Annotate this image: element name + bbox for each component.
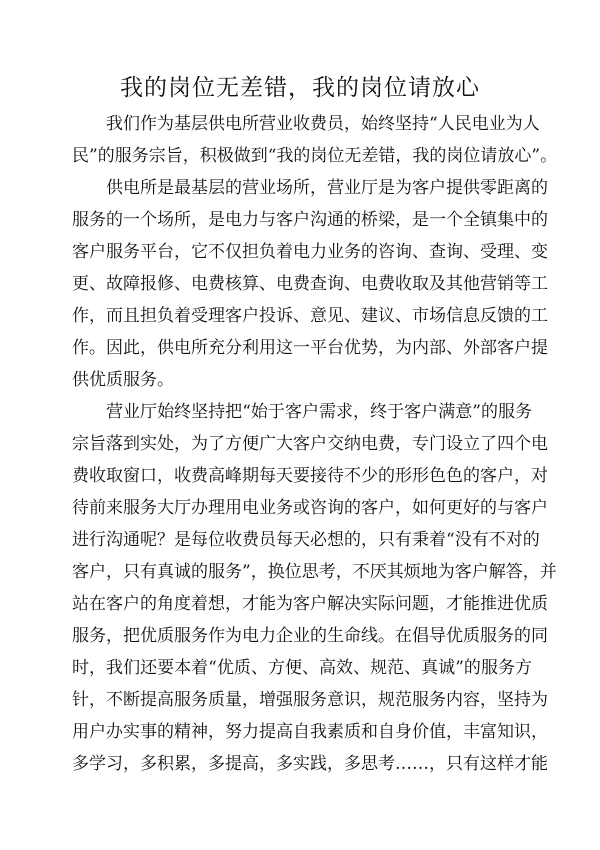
body-line: 客户服务平台，它不仅担负着电力业务的咨询、查询、受理、变	[72, 242, 548, 262]
body-line: 供电所是最基层的营业场所，营业厅是为客户提供零距离的	[106, 178, 548, 198]
body-line: 多学习，多积累，多提高，多实践，多思考……，只有这样才能	[72, 754, 548, 774]
body-line: 供优质服务。	[72, 370, 174, 390]
body-line: 待前来服务大厅办理用电业务或咨询的客户，如何更好的与客户	[72, 498, 548, 518]
body-line: 用户办实事的精神，努力提高自我素质和自身价值，丰富知识，	[72, 722, 548, 742]
body-line: 客户，只有真诚的服务”，换位思考，不厌其烦地为客户解答，并	[72, 562, 557, 582]
body-line: 针，不断提高服务质量，增强服务意识，规范服务内容，坚持为	[72, 690, 548, 710]
body-line: 更、故障报修、电费核算、电费查询、电费收取及其他营销等工	[72, 274, 548, 294]
body-line: 宗旨落到实处，为了方便广大客户交纳电费，专门设立了四个电	[72, 434, 548, 454]
body-line: 服务的一个场所，是电力与客户沟通的桥梁，是一个全镇集中的	[72, 210, 548, 230]
body-line: 进行沟通呢？是每位收费员每天必想的，只有秉着“没有不对的	[72, 530, 540, 550]
body-line: 时，我们还要本着“优质、方便、高效、规范、真诚”的服务方	[72, 658, 532, 678]
body-line: 民”的服务宗旨，积极做到“我的岗位无差错，我的岗位请放心”。	[72, 146, 558, 166]
body-line: 作，而且担负着受理客户投诉、意见、建议、市场信息反馈的工	[72, 306, 548, 326]
body-line: 服务，把优质服务作为电力企业的生命线。在倡导优质服务的同	[72, 626, 548, 646]
body-line: 营业厅始终坚持把“始于客户需求，终于客户满意”的服务	[106, 402, 532, 422]
page-title: 我的岗位无差错，我的岗位请放心	[120, 75, 480, 101]
body-line: 费收取窗口，收费高峰期每天要接待不少的形形色色的客户，对	[72, 466, 548, 486]
body-line: 站在客户的角度着想，才能为客户解决实际问题，才能推进优质	[72, 594, 548, 614]
body-line: 作。因此，供电所充分利用这一平台优势，为内部、外部客户提	[72, 338, 548, 358]
body-line: 我们作为基层供电所营业收费员，始终坚持“人民电业为人	[106, 114, 540, 134]
